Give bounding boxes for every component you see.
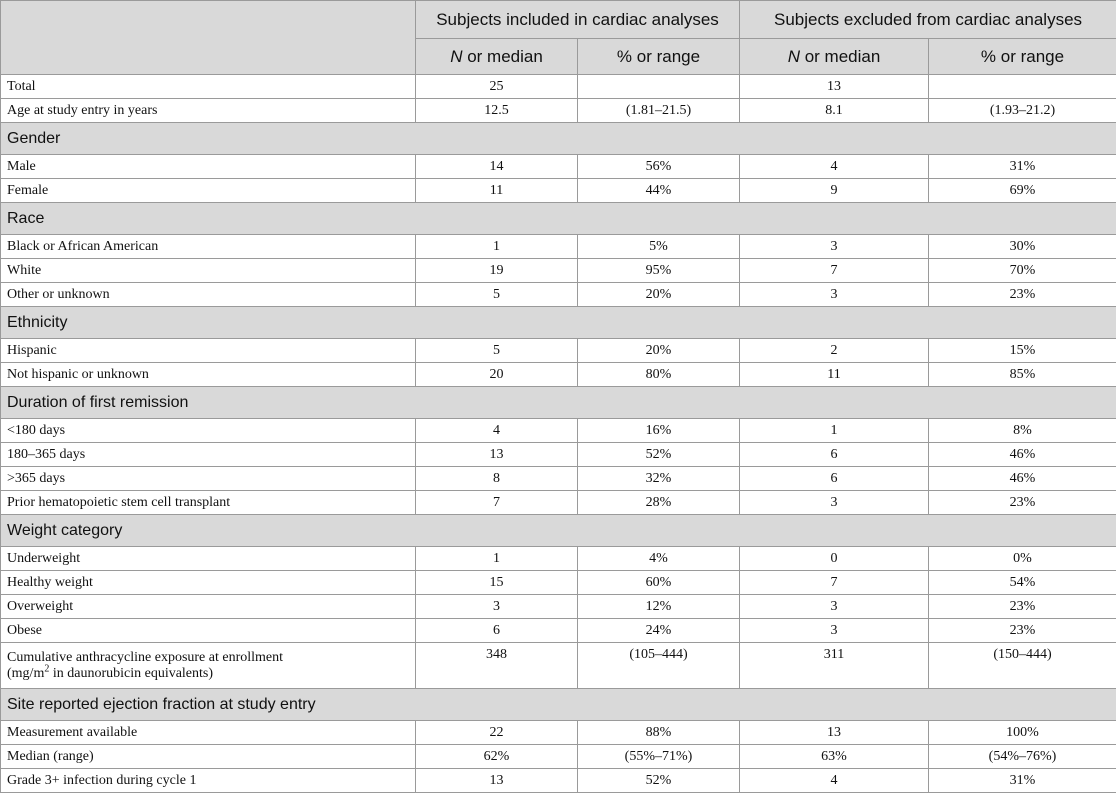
section-row — [1, 203, 1116, 235]
row-label-superscript: 2 — [44, 662, 50, 674]
excluded-pct-cell: 31% — [929, 155, 1116, 179]
included-pct-cell: 80% — [578, 363, 740, 387]
included-pct-cell: 32% — [578, 467, 740, 491]
section-row — [1, 307, 1116, 339]
section-label: Race — [1, 203, 1116, 235]
row-label: Female — [1, 179, 416, 203]
table-row — [1, 235, 1116, 259]
included-n-cell: 20 — [416, 363, 578, 387]
excluded-pct-cell: 69% — [929, 179, 1116, 203]
row-label: Healthy weight — [1, 571, 416, 595]
included-pct-cell: 28% — [578, 491, 740, 515]
section-label: Ethnicity — [1, 307, 1116, 339]
table-row — [1, 769, 1116, 793]
header-group-excluded: Subjects excluded from cardiac analyses — [740, 1, 1116, 39]
section-row — [1, 123, 1116, 155]
section-label: Site reported ejection fraction at study entry — [1, 689, 1116, 721]
included-pct-cell: 16% — [578, 419, 740, 443]
excluded-pct-cell: 100% — [929, 721, 1116, 745]
header-included-n — [416, 39, 578, 75]
included-pct-cell: 5% — [578, 235, 740, 259]
included-pct-cell: 52% — [578, 443, 740, 467]
row-label — [1, 643, 416, 689]
included-pct-cell: 4% — [578, 547, 740, 571]
row-label: Median (range) — [1, 745, 416, 769]
included-n-cell: 5 — [416, 283, 578, 307]
table-row — [1, 339, 1116, 363]
excluded-pct-cell: 54% — [929, 571, 1116, 595]
included-n-cell: 8 — [416, 467, 578, 491]
included-n-cell: 3 — [416, 595, 578, 619]
table-row — [1, 467, 1116, 491]
excluded-n-cell: 7 — [740, 571, 929, 595]
row-label: Underweight — [1, 547, 416, 571]
row-label: Prior hematopoietic stem cell transplant — [1, 491, 416, 515]
excluded-pct-cell: 85% — [929, 363, 1116, 387]
section-label: Gender — [1, 123, 1116, 155]
included-n-cell: 1 — [416, 235, 578, 259]
table-row — [1, 595, 1116, 619]
table-row — [1, 443, 1116, 467]
section-label: Weight category — [1, 515, 1116, 547]
excluded-n-cell: 3 — [740, 595, 929, 619]
excluded-pct-cell: 23% — [929, 491, 1116, 515]
included-n-cell: 25 — [416, 75, 578, 99]
row-label: Measurement available — [1, 721, 416, 745]
row-label-line1: Cumulative anthracycline exposure at enrollment — [7, 649, 284, 665]
table-row — [1, 179, 1116, 203]
excluded-n-cell: 6 — [740, 443, 929, 467]
section-label: Duration of first remission — [1, 387, 1116, 419]
table-row — [1, 643, 1116, 689]
included-n-cell: 22 — [416, 721, 578, 745]
excluded-n-cell: 63% — [740, 745, 929, 769]
excluded-n-cell: 4 — [740, 769, 929, 793]
row-label: >365 days — [1, 467, 416, 491]
excluded-n-cell: 3 — [740, 619, 929, 643]
excluded-pct-cell: 70% — [929, 259, 1116, 283]
row-label: Not hispanic or unknown — [1, 363, 416, 387]
excluded-n-cell: 9 — [740, 179, 929, 203]
table-row — [1, 155, 1116, 179]
excluded-pct-cell: (150–444) — [929, 643, 1116, 689]
excluded-n-cell: 3 — [740, 491, 929, 515]
included-pct-cell: 88% — [578, 721, 740, 745]
included-n-cell: 7 — [416, 491, 578, 515]
row-label-line2b: in daunorubicin equivalents) — [49, 665, 214, 681]
row-label: <180 days — [1, 419, 416, 443]
excluded-n-cell: 3 — [740, 283, 929, 307]
table-body — [1, 75, 1116, 793]
row-label: Total — [1, 75, 416, 99]
included-n-cell: 6 — [416, 619, 578, 643]
included-pct-cell: 52% — [578, 769, 740, 793]
included-n-cell: 4 — [416, 419, 578, 443]
excluded-pct-cell — [929, 75, 1116, 99]
table-row — [1, 547, 1116, 571]
excluded-n-cell: 13 — [740, 75, 929, 99]
excluded-pct-cell: 23% — [929, 595, 1116, 619]
table-row — [1, 571, 1116, 595]
included-pct-cell: 44% — [578, 179, 740, 203]
section-row — [1, 515, 1116, 547]
excluded-n-cell: 13 — [740, 721, 929, 745]
excluded-pct-cell: 23% — [929, 619, 1116, 643]
excluded-n-cell: 7 — [740, 259, 929, 283]
table-row — [1, 99, 1116, 123]
excluded-n-cell: 4 — [740, 155, 929, 179]
included-pct-cell: 60% — [578, 571, 740, 595]
excluded-n-cell: 2 — [740, 339, 929, 363]
row-label: Age at study entry in years — [1, 99, 416, 123]
table-row — [1, 619, 1116, 643]
header-n-rest: or median — [799, 46, 881, 66]
included-n-cell: 348 — [416, 643, 578, 689]
header-row-groups — [1, 1, 1116, 39]
header-excluded-pct: % or range — [929, 39, 1116, 75]
included-pct-cell: (1.81–21.5) — [578, 99, 740, 123]
included-n-cell: 62% — [416, 745, 578, 769]
excluded-n-cell: 8.1 — [740, 99, 929, 123]
included-n-cell: 11 — [416, 179, 578, 203]
header-excluded-n — [740, 39, 929, 75]
table-row — [1, 419, 1116, 443]
header-included-pct: % or range — [578, 39, 740, 75]
included-n-cell: 19 — [416, 259, 578, 283]
row-label: Other or unknown — [1, 283, 416, 307]
excluded-n-cell: 6 — [740, 467, 929, 491]
row-label: Grade 3+ infection during cycle 1 — [1, 769, 416, 793]
header-n-italic: N — [450, 46, 463, 66]
row-label: White — [1, 259, 416, 283]
excluded-n-cell: 3 — [740, 235, 929, 259]
row-label: Black or African American — [1, 235, 416, 259]
row-label: Male — [1, 155, 416, 179]
row-label: 180–365 days — [1, 443, 416, 467]
included-n-cell: 5 — [416, 339, 578, 363]
excluded-pct-cell: (1.93–21.2) — [929, 99, 1116, 123]
header-n-italic: N — [787, 46, 800, 66]
excluded-n-cell: 0 — [740, 547, 929, 571]
row-label: Obese — [1, 619, 416, 643]
excluded-pct-cell: 46% — [929, 443, 1116, 467]
excluded-pct-cell: 30% — [929, 235, 1116, 259]
header-group-included: Subjects included in cardiac analyses — [416, 1, 740, 39]
table-row — [1, 745, 1116, 769]
excluded-pct-cell: 0% — [929, 547, 1116, 571]
excluded-pct-cell: 23% — [929, 283, 1116, 307]
included-n-cell: 14 — [416, 155, 578, 179]
included-pct-cell: 20% — [578, 283, 740, 307]
included-n-cell: 12.5 — [416, 99, 578, 123]
excluded-pct-cell: 8% — [929, 419, 1116, 443]
table-row — [1, 259, 1116, 283]
included-n-cell: 13 — [416, 443, 578, 467]
section-row — [1, 387, 1116, 419]
table-row — [1, 491, 1116, 515]
included-n-cell: 15 — [416, 571, 578, 595]
excluded-pct-cell: 46% — [929, 467, 1116, 491]
included-pct-cell: (55%–71%) — [578, 745, 740, 769]
header-n-rest: or median — [462, 46, 543, 66]
excluded-pct-cell: 31% — [929, 769, 1116, 793]
row-label: Overweight — [1, 595, 416, 619]
included-pct-cell: 20% — [578, 339, 740, 363]
row-label-line2a: (mg/m — [7, 665, 45, 681]
included-pct-cell: 56% — [578, 155, 740, 179]
included-pct-cell — [578, 75, 740, 99]
excluded-n-cell: 1 — [740, 419, 929, 443]
table-row — [1, 75, 1116, 99]
excluded-pct-cell: (54%–76%) — [929, 745, 1116, 769]
included-pct-cell: 24% — [578, 619, 740, 643]
row-label: Hispanic — [1, 339, 416, 363]
included-pct-cell: 12% — [578, 595, 740, 619]
included-n-cell: 1 — [416, 547, 578, 571]
excluded-pct-cell: 15% — [929, 339, 1116, 363]
section-row — [1, 689, 1116, 721]
included-n-cell: 13 — [416, 769, 578, 793]
included-pct-cell: 95% — [578, 259, 740, 283]
included-pct-cell: (105–444) — [578, 643, 740, 689]
table-row — [1, 721, 1116, 745]
excluded-n-cell: 11 — [740, 363, 929, 387]
table-row — [1, 363, 1116, 387]
table-row — [1, 283, 1116, 307]
excluded-n-cell: 311 — [740, 643, 929, 689]
header-blank-cell — [1, 1, 416, 75]
